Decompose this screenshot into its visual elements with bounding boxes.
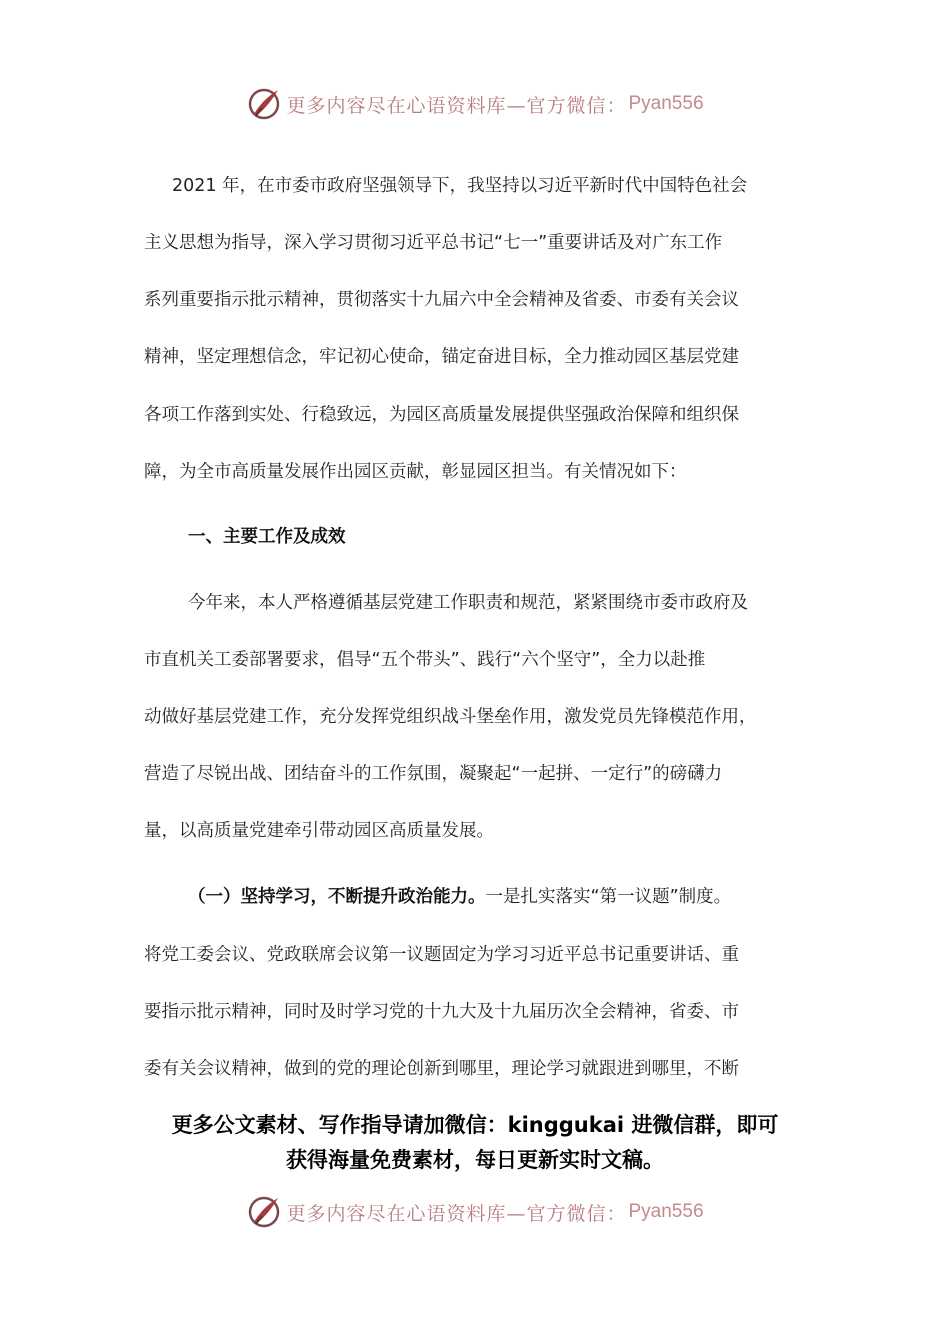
paragraph3-line: 将党工委会议、党政联席会议第一议题固定为学习习近平总书记重要讲话、重 — [144, 945, 739, 965]
subsection-heading: （一）坚持学习，不断提升政治能力。 — [188, 887, 486, 907]
footer-wechat-id: Pyan556 — [628, 1201, 704, 1222]
paragraph3-line: 委有关会议精神，做到的党的理论创新到哪里，理论学习就跟进到哪里，不断 — [144, 1059, 739, 1079]
ad-notice-line-1: 更多公文素材、写作指导请加微信：kinggukai 进微信群，即可 — [171, 1113, 779, 1137]
footer-promo-text: 更多内容尽在心语资料库—官方微信： — [286, 1202, 627, 1225]
paragraph2-line: 今年来，本人严格遵循基层党建工作职责和规范，紧紧围绕市委市政府及 — [188, 593, 748, 613]
ad-notice-line-2: 获得海量免费素材，每日更新实时文稿。 — [286, 1148, 664, 1172]
quill-logo-icon — [246, 86, 282, 122]
section-heading: 一、主要工作及成效 — [188, 527, 346, 547]
paragraph1-line: 系列重要指示批示精神，贯彻落实十九届六中全会精神及省委、市委有关会议 — [144, 290, 739, 310]
paragraph2-line: 量，以高质量党建牵引带动园区高质量发展。 — [144, 821, 494, 841]
paragraph2-line: 营造了尽锐出战、团结奋斗的工作氛围，凝聚起“一起拼、一定行”的磅礴力 — [144, 764, 723, 784]
paragraph3-lead-text: 一是扎实落实“第一议题”制度。 — [485, 887, 732, 907]
paragraph1-line: 2021 年，在市委市政府坚强领导下，我坚持以习近平新时代中国特色社会 — [172, 176, 748, 196]
paragraph3-lead-line — [144, 885, 852, 909]
paragraph1-line: 各项工作落到实处、行稳致远，为园区高质量发展提供坚强政治保障和组织保 — [144, 405, 739, 425]
footer-banner — [0, 1192, 950, 1232]
header-promo-text: 更多内容尽在心语资料库—官方微信： — [286, 94, 627, 117]
paragraph2-line: 市直机关工委部署要求，倡导“五个带头”、践行“六个坚守”，全力以赴推 — [144, 650, 706, 670]
paragraph2-line: 动做好基层党建工作，充分发挥党组织战斗堡垒作用，激发党员先锋模范作用， — [144, 707, 757, 727]
paragraph1-line: 主义思想为指导，深入学习贯彻习近平总书记“七一”重要讲话及对广东工作 — [144, 233, 723, 253]
paragraph1-line: 障，为全市高质量发展作出园区贡献，彰显园区担当。有关情况如下： — [144, 462, 687, 482]
header-wechat-id: Pyan556 — [628, 93, 704, 114]
paragraph1-line: 精神，坚定理想信念，牢记初心使命，锚定奋进目标，全力推动园区基层党建 — [144, 347, 739, 367]
header-banner — [0, 84, 950, 124]
quill-logo-icon — [246, 1194, 282, 1230]
paragraph3-line: 要指示批示精神，同时及时学习党的十九大及十九届历次全会精神，省委、市 — [144, 1002, 739, 1022]
